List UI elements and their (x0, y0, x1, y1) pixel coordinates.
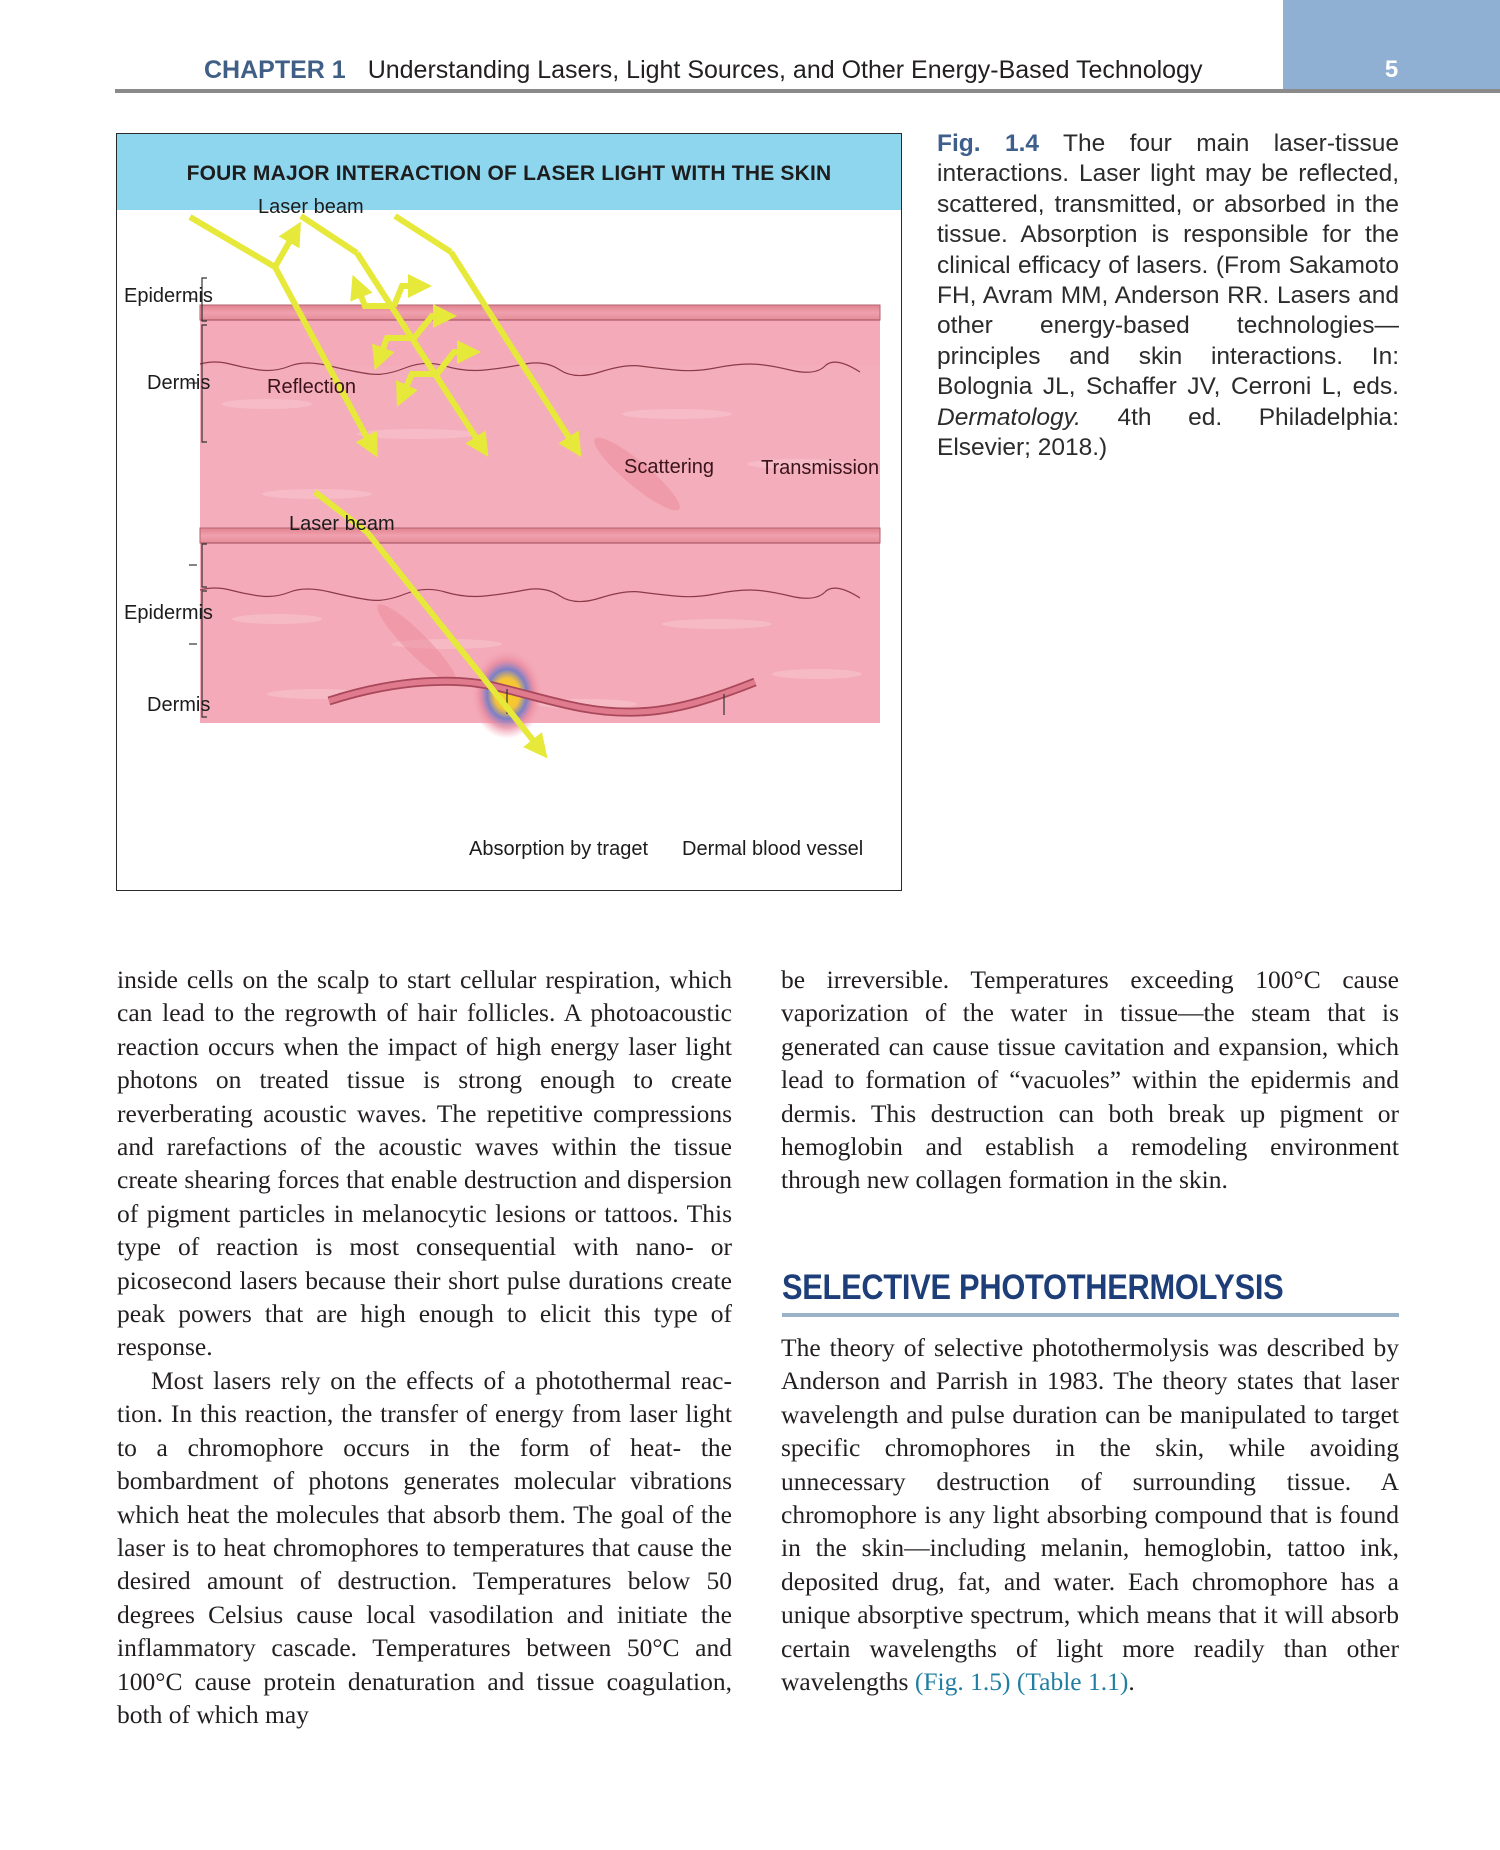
body-column-left (117, 963, 732, 1731)
paragraph: be irreversible. Temperatures exceeding 100°C cause vaporization of the water in tissue—the steam that is generated can cause tissue cavitation and expansion, which lead to formation of “vacuoles” within the epidermis and dermis. This destruction can both break up pigment or hemoglobin and establish a remodeling environment through new collagen formation in the skin. (781, 965, 1399, 1195)
page-number: 5 (1384, 56, 1399, 83)
bottom-laser-beam-label: Laser beam (289, 513, 395, 535)
xref-fig-1-5[interactable]: (Fig. 1.5) (914, 1667, 1011, 1697)
caption-text-end: 4th ed. Philadelphia: Elsevier; 2018.) (937, 403, 1399, 462)
scattering-label: Scattering (624, 456, 715, 478)
figure-title: FOUR MAJOR INTERACTION OF LASER LIGHT WITH THE SKIN (186, 162, 832, 185)
paragraph-text: The theory of selective photothermolysis was described by Anderson and Parrish in 1983. The theory states that laser wavelength and pulse duration can be manipulated to target specific chromophores in the skin, while avoiding unnecessary destruction of surrounding tissue. A chromophore is any light absorbing compound that is found in the skin—including melanin, hemoglobin, tattoo ink, deposited drug, fat, and water. Each chromophore has a unique absorptive spectrum, which means that it will absorb certain wavelengths of light more readily than other wavelengths (781, 1333, 1399, 1697)
paragraph-end: . (1128, 1667, 1135, 1697)
skin-diagram (117, 134, 902, 891)
dermal-vessel-label: Dermal blood vessel (682, 838, 864, 860)
reflection-label: Reflection (267, 376, 356, 398)
body-column-right-section (781, 1331, 1399, 1698)
header-rule (115, 89, 1500, 93)
paragraph: inside cells on the scalp to start cellular respiration, which can lead to the regrowth of hair follicles. A photoacoustic reaction occurs when the impact of high energy laser light photons on treated tissue is strong enough to create reverberating acoustic waves. The repetitive compressions and rarefactions of the acoustic waves within the tissue create shearing forces that enable destruction and dispersion of pigment particles in melanocytic lesions or tattoos. This type of reaction is most consequential with nano- or picosecond lasers because their short pulse durations create peak powers that are high enough to elicit this type of response. (117, 965, 732, 1362)
running-head (204, 56, 1202, 85)
chapter-label: CHAPTER 1 (204, 56, 346, 84)
top-dermis-label: Dermis (147, 372, 211, 394)
caption-book-title: Dermatology. (937, 403, 1081, 431)
bottom-skin-panel (200, 528, 880, 739)
section-rule (782, 1313, 1399, 1317)
xref-table-1-1[interactable]: (Table 1.1) (1016, 1667, 1129, 1697)
absorption-label: Absorption by traget (469, 838, 648, 860)
top-laser-beam-label: Laser beam (258, 196, 364, 218)
bottom-epidermis-label: Epidermis (124, 602, 213, 624)
caption-fig-ref: Fig. 1.4 (937, 130, 1040, 157)
transmission-label: Transmission (761, 457, 880, 479)
bottom-dermis-label: Dermis (147, 694, 211, 716)
paragraph: Most lasers rely on the effects of a photothermal reaction. In this reaction, the transfer of energy from laser light to a chromophore occurs in the form of heat- the bombardment of photons generates molecular vibrations which heat the molecules that absorb them. The goal of the laser is to heat chromophores to temperatures that cause the desired amount of destruction. Temperatures below 50 degrees Celsius cause local vasodilation and initiate the inflammatory cascade. Temperatures between 50°C and 100°C cause protein denaturation and tissue coagulation, both of which may (117, 1365, 732, 1729)
figure-caption (937, 129, 1399, 463)
body-column-right (781, 963, 1399, 1197)
chapter-title: Understanding Lasers, Light Sources, and Other Energy-Based Technology (367, 56, 1203, 84)
caption-text: The four main laser-tissue interactions. Laser light may be reflected, scattered, transmitted, or absorbed in the tissue. Absorption is responsible for the clinical efficacy of lasers. (From Sakamoto FH, Avram MM, Anderson RR. Lasers and other energy-based technologies—principles and skin interactions. In: Bolognia JL, Schaffer JV, Cerroni L, eds. (937, 130, 1399, 401)
top-epidermis-label: Epidermis (124, 285, 213, 307)
section-heading: SELECTIVE PHOTOTHERMOLYSIS (782, 1268, 1284, 1307)
paragraph (781, 1331, 1399, 1698)
figure-1-4 (116, 133, 902, 891)
